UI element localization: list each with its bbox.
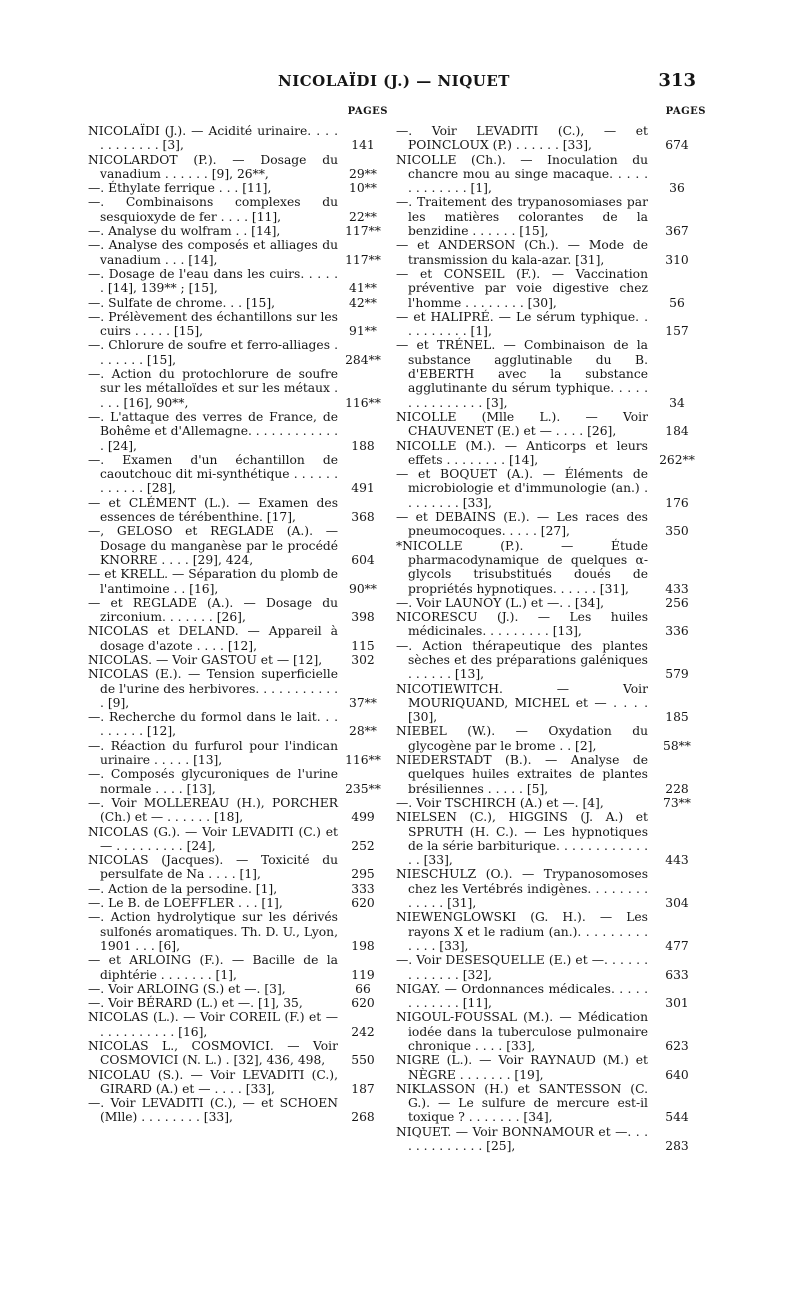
index-entry xyxy=(88,567,388,596)
entry-text: —. Voir DESESQUELLE (E.) et —. . . . . . . . . . . . . [32], xyxy=(396,953,648,982)
entry-page: 34 xyxy=(669,395,685,410)
entry-page: 117** xyxy=(345,252,381,267)
entry-text: — et DEBAINS (E.). — Les races des pneumocoques. . . . . [27], xyxy=(396,510,648,539)
index-entry xyxy=(396,753,706,796)
entry-text: NICOLLE (Mlle L.). — Voir CHAUVENET (E.) et — . . . . [26], xyxy=(396,409,648,439)
entry-text: NICOLAS. — Voir GASTOU et — [12], xyxy=(88,652,323,667)
entry-page: 117** xyxy=(345,224,381,239)
index-entry xyxy=(88,124,388,153)
index-entry xyxy=(88,796,388,825)
index-entry xyxy=(396,810,706,867)
entry-text: NICOLARDOT (P.). — Dosage du vanadium . . . . . . [9], 26**, xyxy=(88,152,338,181)
index-entry xyxy=(88,338,388,367)
entry-text: —. Recherche du formol dans le lait. . . . . . . . . [12], xyxy=(88,710,338,739)
entry-text: —. Action hydrolytique sur les dérivés sulfonés aromatiques. Th. D. U., Lyon, 1901 . . . [6], xyxy=(88,910,338,953)
entry-text: —. Composés glycuroniques de l'urine normale . . . . [13], xyxy=(88,767,338,796)
index-entry xyxy=(88,296,388,310)
entry-text: —. Réaction du furfurol pour l'indican urinaire . . . . . [13], xyxy=(88,738,338,768)
entry-text: —. Chlorure de soufre et ferro-alliages . . . . . . . [15], xyxy=(88,338,338,367)
entry-text: NICOLAU (S.). — Voir LEVADITI (C.), GIRARD (A.) et — . . . . [33], xyxy=(88,1067,338,1096)
index-entry xyxy=(88,853,388,882)
index-entry xyxy=(396,1125,706,1154)
entry-page: 544 xyxy=(665,1110,689,1125)
entry-page: 141 xyxy=(351,138,375,153)
index-entry xyxy=(396,267,706,310)
entry-text: —. Le B. de LOEFFLER . . . [1], xyxy=(88,896,283,911)
index-entry xyxy=(88,767,388,796)
entry-page: 119 xyxy=(351,967,375,982)
entry-text: — et ARLOING (F.). — Bacille de la diphtérie . . . . . . . [1], xyxy=(88,953,338,982)
entry-text: —. Dosage de l'eau dans les cuirs. . . . . . [14], 139** ; [15], xyxy=(88,266,338,296)
entry-text: — et BOQUET (A.). — Éléments de microbiologie et d'immunologie (an.) . . . . . . . . [33], xyxy=(396,467,648,510)
entry-text: —. Action de la persodine. [1], xyxy=(88,881,278,896)
entry-text: NICOLAS L., COSMOVICI. — Voir COSMOVICI (N. L.) . [32], 436, 498, xyxy=(88,1039,338,1068)
index-entry xyxy=(88,653,388,667)
entry-page: 187 xyxy=(351,1081,375,1096)
entry-text: —. Combinaisons complexes du sesquioxyde de fer . . . . [11], xyxy=(88,195,338,224)
index-entry xyxy=(88,496,388,525)
entry-page: 22** xyxy=(349,209,377,224)
index-entry xyxy=(88,953,388,982)
entry-text: NIGOUL-FOUSSAL (M.). — Médication iodée dans la tuberculose pulmonaire chronique . . . . [33], xyxy=(396,1010,648,1053)
entry-text: —. L'attaque des verres de France, de Bohême et d'Allemagne. . . . . . . . . . . . . [24], xyxy=(88,409,338,453)
index-entry xyxy=(396,338,706,409)
index-entry xyxy=(88,624,388,653)
entry-page: 10** xyxy=(349,181,377,196)
entry-page: 333 xyxy=(351,881,375,896)
index-entry xyxy=(396,195,706,238)
entry-page: 301 xyxy=(665,996,689,1011)
entry-page: 623 xyxy=(665,1039,689,1053)
entry-page: 579 xyxy=(665,667,689,682)
index-entry xyxy=(396,867,706,910)
entry-text: NICOLAS (Jacques). — Toxicité du persulfate de Na . . . . [1], xyxy=(88,853,338,882)
page-number: 313 xyxy=(658,70,696,91)
entry-page: 550 xyxy=(351,1053,375,1068)
entry-text: NIEWENGLOWSKI (G. H.). — Les rayons X et le radium (an.). . . . . . . . . . . . . [33], xyxy=(396,910,648,953)
entry-page: 66 xyxy=(355,981,371,996)
entry-text: — et TRÉNEL. — Combinaison de la substance agglutinable du B. d'EBERTH avec la substance agglutinante du sérum typhique. . . . . . . . . . . . . . . [3], xyxy=(396,338,648,410)
index-entry xyxy=(88,181,388,195)
entry-text: —. Éthylate ferrique . . . [11], xyxy=(88,181,272,196)
pages-column-label: PAGES xyxy=(665,106,706,117)
entry-text: —. Voir MOLLEREAU (H.), PORCHER (Ch.) et — . . . . . . [18], xyxy=(88,795,338,825)
entry-text: —. Voir ARLOING (S.) et —. [3], xyxy=(88,981,286,996)
index-entry xyxy=(88,224,388,238)
index-entry xyxy=(88,825,388,854)
entry-text: — et ANDERSON (Ch.). — Mode de transmission du kala-azar. [31], xyxy=(396,238,648,267)
index-entry xyxy=(396,610,706,639)
entry-text: —. Examen d'un échantillon de caoutchouc dit mi-synthétique . . . . . . . . . . . . [28], xyxy=(88,452,338,496)
index-entry xyxy=(396,1082,706,1125)
index-entry xyxy=(396,682,706,725)
entry-page: 116** xyxy=(345,753,381,768)
index-entry xyxy=(88,195,388,224)
entry-text: —. Voir TSCHIRCH (A.) et —. [4], xyxy=(396,795,604,810)
entry-page: 295 xyxy=(351,867,375,882)
entry-page: 674 xyxy=(665,138,689,153)
index-entry xyxy=(396,410,706,439)
index-entry xyxy=(396,1010,706,1053)
entry-page: 56 xyxy=(669,295,685,310)
entry-text: —. Voir LEVADITI (C.), — et SCHOEN (Mlle) . . . . . . . . [33], xyxy=(88,1096,338,1125)
index-entry xyxy=(88,596,388,625)
entry-text: — et KRELL. — Séparation du plomb de l'antimoine . . [16], xyxy=(88,567,338,596)
index-entry xyxy=(88,982,388,996)
entry-page: 443 xyxy=(665,853,689,868)
entry-page: 188 xyxy=(351,438,375,453)
entry-page: 116** xyxy=(345,395,381,410)
index-entry xyxy=(88,882,388,896)
index-entry xyxy=(88,153,388,182)
entry-text: NIESCHULZ (O.). — Trypanosomoses chez les Vertébrés indigènes. . . . . . . . . . . . . [31], xyxy=(396,867,648,911)
entry-text: NIELSEN (C.), HIGGINS (J. A.) et SPRUTH (H. C.). — Les hypnotiques de la série barbiturique. . . . . . . . . . . . . . [33], xyxy=(396,810,648,868)
index-entry xyxy=(88,310,388,339)
index-entry xyxy=(396,910,706,953)
index-entry xyxy=(396,510,706,539)
entry-page: 28** xyxy=(349,724,377,739)
entry-page: 367 xyxy=(665,224,689,239)
entry-page: 398 xyxy=(351,610,375,625)
index-entry xyxy=(88,1096,388,1125)
entry-text: NIGRE (L.). — Voir RAYNAUD (M.) et NÈGRE . . . . . . . [19], xyxy=(396,1053,648,1082)
entry-text: —. Voir LEVADITI (C.), — et POINCLOUX (P.) . . . . . . [33], xyxy=(396,124,648,153)
entry-text: NIEDERSTADT (B.). — Analyse de quelques huiles extraites de plantes brésiliennes . . . . . [5], xyxy=(396,753,648,796)
entry-page: 29** xyxy=(349,166,377,181)
entry-page: 42** xyxy=(349,295,377,310)
index-entry xyxy=(396,238,706,267)
entry-page: 491 xyxy=(351,481,375,496)
entry-page: 228 xyxy=(665,781,689,796)
index-entry xyxy=(88,739,388,768)
entry-page: 41** xyxy=(349,281,377,296)
entry-page: 58** xyxy=(663,738,691,753)
entry-page: 620 xyxy=(351,996,375,1011)
entry-text: —. Voir LAUNOY (L.) et —. . [34], xyxy=(396,595,605,610)
entry-text: NICOLAS et DELAND. — Appareil à dosage d'azote . . . . [12], xyxy=(88,624,338,653)
entry-page: 633 xyxy=(665,967,689,982)
entry-text: NICOLAS (L.). — Voir COREIL (F.) et — . . . . . . . . . . [16], xyxy=(88,1010,338,1039)
index-entry xyxy=(396,982,706,1011)
index-entry xyxy=(396,953,706,982)
entry-text: NIGAY. — Ordonnances médicales. . . . . . . . . . . . [11], xyxy=(396,981,648,1011)
entry-page: 115 xyxy=(351,638,375,653)
entry-page: 256 xyxy=(665,595,689,610)
entry-page: 620 xyxy=(351,896,375,911)
entry-text: NICOLLE (Ch.). — Inoculation du chancre mou au singe macaque. . . . . . . . . . . . . [1], xyxy=(396,152,648,196)
entry-page: 252 xyxy=(351,838,375,853)
index-entry xyxy=(88,896,388,910)
entry-text: NICOLAS (G.). — Voir LEVADITI (C.) et — . . . . . . . . . [24], xyxy=(88,824,338,853)
entry-text: — et CLÉMENT (L.). — Examen des essences de térébenthine. [17], xyxy=(88,495,338,525)
index-entry xyxy=(88,996,388,1010)
index-entry xyxy=(88,1039,388,1068)
entry-page: 73** xyxy=(663,795,691,810)
entry-page: 185 xyxy=(665,710,689,725)
entry-text: — et REGLADE (A.). — Dosage du zirconium. . . . . . . [26], xyxy=(88,595,338,625)
entry-page: 499 xyxy=(351,810,375,825)
running-head: NICOLAÏDI (J.) — NIQUET xyxy=(278,72,510,90)
entry-page: 284** xyxy=(345,352,381,367)
entry-text: NICOLAS (E.). — Tension superficielle de l'urine des herbivores. . . . . . . . . . . . [9], xyxy=(88,667,338,710)
entry-page: 90** xyxy=(349,581,377,596)
index-entry xyxy=(88,1010,388,1039)
entry-page: 350 xyxy=(665,524,689,539)
entry-page: 36 xyxy=(669,181,685,196)
entry-page: 157 xyxy=(665,324,689,339)
entry-text: —. Sulfate de chrome. . . [15], xyxy=(88,295,276,310)
entry-page: 242 xyxy=(351,1024,375,1039)
pages-column-label: PAGES xyxy=(347,106,388,117)
entry-text: — et HALIPRÉ. — Le sérum typhique. . . . . . . . . . [1], xyxy=(396,309,648,339)
entry-text: NICOLLE (M.). — Anticorps et leurs effets . . . . . . . . [14], xyxy=(396,438,648,467)
index-entry xyxy=(88,453,388,496)
index-entry xyxy=(396,539,706,596)
index-entry xyxy=(396,1053,706,1082)
index-entry xyxy=(88,238,388,267)
entry-page: 604 xyxy=(351,552,375,567)
entry-page: 176 xyxy=(665,495,689,510)
index-entry xyxy=(396,796,706,810)
entry-page: 368 xyxy=(351,510,375,525)
entry-page: 283 xyxy=(665,1139,689,1154)
entry-page: 336 xyxy=(665,624,689,639)
entry-page: 262** xyxy=(659,452,695,467)
entry-page: 37** xyxy=(349,695,377,710)
entry-page: 302 xyxy=(351,652,375,667)
index-entry xyxy=(88,710,388,739)
index-entry xyxy=(396,467,706,510)
index-entry xyxy=(396,439,706,468)
entry-text: —. Analyse du wolfram . . [14], xyxy=(88,224,281,239)
entry-page: 198 xyxy=(351,938,375,953)
index-entry xyxy=(396,639,706,682)
entry-text: —. Prélèvement des échantillons sur les cuirs . . . . . [15], xyxy=(88,309,338,339)
index-entry xyxy=(396,124,706,153)
index-entry xyxy=(396,724,706,753)
entry-page: 235** xyxy=(345,781,381,796)
left-column xyxy=(88,106,388,1125)
index-entry xyxy=(88,267,388,296)
entry-text: NICOLAÏDI (J.). — Acidité urinaire. . . . . . . . . . . . [3], xyxy=(88,124,338,153)
entry-text: NIQUET. — Voir BONNAMOUR et —. . . . . . . . . . . . . [25], xyxy=(396,1124,648,1154)
index-entry xyxy=(396,596,706,610)
index-entry xyxy=(88,524,388,567)
entry-page: 433 xyxy=(665,581,689,596)
entry-page: 640 xyxy=(665,1067,689,1082)
entry-page: 91** xyxy=(349,324,377,339)
index-entry xyxy=(396,153,706,196)
entry-text: NICOTIEWITCH. — Voir MOURIQUAND, MICHEL et — . . . . [30], xyxy=(396,681,648,725)
entry-text: —, GELOSO et REGLADE (A.). — Dosage du manganèse par le procédé KNORRE . . . . [29], 424, xyxy=(88,524,338,567)
entry-text: NICORESCU (J.). — Les huiles médicinales. . . . . . . . . [13], xyxy=(396,610,648,639)
entry-page: 477 xyxy=(665,938,689,953)
entry-text: *NICOLLE (P.). — Étude pharmacodynamique de quelques α-glycols trisubstitués doués de propriétés hypnotiques. . . . . . [31], xyxy=(396,538,648,596)
entry-text: —. Traitement des trypanosomiases par les matières colorantes de la benzidine . . . . . . [15], xyxy=(396,195,648,239)
entry-text: —. Action thérapeutique des plantes sèches et des préparations galéniques . . . . . . [13], xyxy=(396,638,648,682)
entry-text: NIEBEL (W.). — Oxydation du glycogène par le brome . . [2], xyxy=(396,724,648,753)
index-entry xyxy=(396,310,706,339)
entry-page: 268 xyxy=(351,1110,375,1125)
entry-text: —. Action du protochlorure de soufre sur les métalloïdes et sur les métaux . . . . [16], 90**, xyxy=(88,367,338,410)
entry-page: 304 xyxy=(665,896,689,911)
entry-text: — et CONSEIL (F.). — Vaccination préventive par voie digestive chez l'homme . . . . . . . . [30], xyxy=(396,266,648,310)
page-header xyxy=(0,72,800,96)
entry-text: —. Voir BÉRARD (L.) et —. [1], 35, xyxy=(88,996,303,1011)
right-column xyxy=(396,106,706,1153)
index-entry xyxy=(88,910,388,953)
index-entry xyxy=(88,667,388,710)
index-entry xyxy=(88,1068,388,1097)
entry-page: 310 xyxy=(665,252,689,267)
index-entry xyxy=(88,410,388,453)
entry-text: NIKLASSON (H.) et SANTESSON (C. G.). — Le sulfure de mercure est-il toxique ? . . . . . . . [34], xyxy=(396,1081,648,1125)
index-entry xyxy=(88,367,388,410)
entry-text: —. Analyse des composés et alliages du vanadium . . . [14], xyxy=(88,238,338,267)
entry-page: 184 xyxy=(665,424,689,439)
